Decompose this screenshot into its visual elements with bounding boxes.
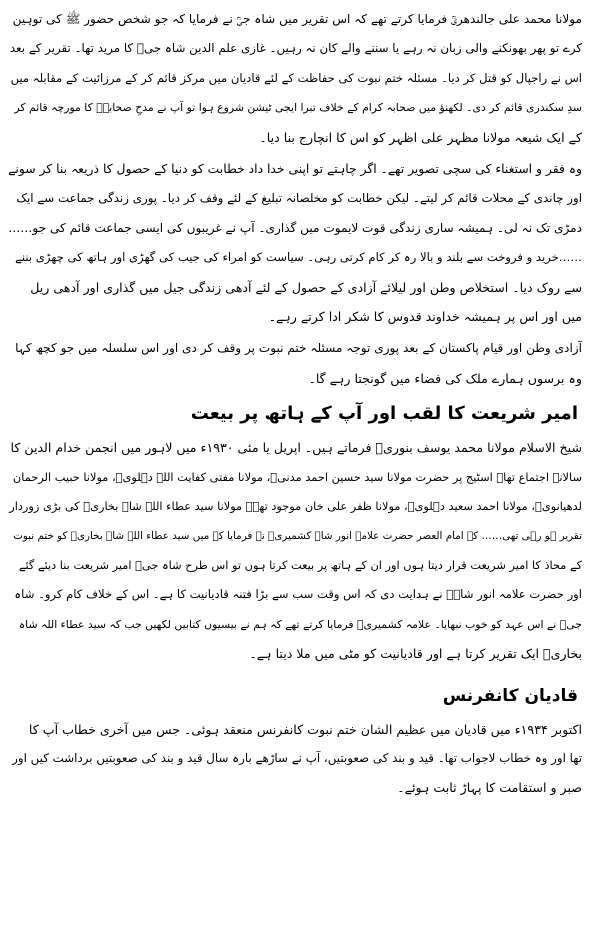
text-line: بخاریؒ ایک تقریر کرتا ہے اور قادیانیت کو مٹی میں ملا دیتا ہے۔	[249, 646, 582, 662]
text-line: سدِ سکندری قائم کر دی۔ لکھنؤ میں صحابہ کرام کے خلاف تبرا ایجی ٹیشن شروع ہوا تو آپ نے مدحِ صحابہؓ کا مورچہ قائم کر	[14, 101, 582, 115]
text-line: اور چاندی کے محلات قائم کر لیتے۔ لیکن خطابت کو مخلصانہ تبلیغ کے لئے وقف کر دیا۔ پوری زندگی جماعت سے ایک	[16, 191, 582, 206]
text-line: مولانا محمد علی جالندھریؒ فرمایا کرتے تھے کہ اس تقریر میں شاہ جیؒ نے فرمایا کہ جو شخص حضور ﷺ کی توہین	[12, 12, 582, 26]
text-line: کے محاذ کا امیر شریعت قرار دیتا ہوں اور ان کے ہاتھ پر بیعت کرتا ہوں تو اس طرح شاہ جیؒ امیر شریعت بنا دیئے گئے	[18, 557, 582, 572]
text-line: وہ فقر و استغناء کی سچی تصویر تھے۔ اگر چاہتے تو اپنی خدا داد خطابت کو دنیا کے حصول کا ذریعہ بنا کر سونے	[8, 162, 582, 177]
paragraph	[8, 715, 582, 803]
text-line: صبر و استقامت کا پہاڑ ثابت ہوئے۔	[397, 780, 582, 796]
text-line: تھا اور وہ خطاب لاجواب تھا۔ قید و بند کی صعوبتیں، آپ نے ساڑھے بارہ سال قید و بند کی صعوبتیں برداشت کیں اور	[12, 750, 582, 765]
text-line: آزادی وطن اور قیام پاکستان کے بعد پوری توجہ مسئلہ ختم نبوت پر وقف کر دی اور اس سلسلہ میں جو کچھ کہا	[15, 341, 582, 356]
text-line: سالانہ اجتماع تھا۔ اسٹیج پر حضرت مولانا سید حسین احمد مدنیؒ، مولانا مفتی کفایت اللہ دہلویؒ، مولانا حبیب الرحمان	[12, 469, 582, 484]
text-line: اس نے راجپال کو قتل کر دیا۔ مسئلہ ختم نبوت کی حفاظت کے لئے قادیان میں مرکز قائم کر کے مرزائیت کے مقابلہ میں	[10, 70, 582, 85]
section-qadian-conference	[8, 715, 582, 803]
section-intro	[8, 5, 582, 393]
paragraph	[8, 334, 582, 393]
text-line: جیؒ نے اس عہد کو خوب نبھایا۔ علامہ کشمیریؒ فرمایا کرتے تھے کہ ہم نے بیسیوں کتابیں لکھیں جب کہ سید عطاء اللہ شاہ	[18, 617, 582, 631]
text-line: سے روک دیا۔ استخلاص وطن اور لیلائے آزادی کے حصول کے لئے آدھی زندگی جیل میں گذاری اور آدھی ریل	[30, 279, 582, 295]
paragraph	[8, 155, 582, 331]
text-line: کرے تو پھر بھونکنے والی زبان نہ رہے یا سننے والے کان نہ رہیں۔ غازی علم الدین شاہ جیؒ کا مرید تھا۔ تقریر کے بعد	[9, 41, 582, 56]
text-line: اور حضرت علامہ انور شاہؒ نے ہدایت دی کہ اس وقت سب سے بڑا فتنہ قادیانیت کا ہے۔ اس کے خلاف کام کرو۔ شاہ	[14, 587, 582, 602]
paragraph	[8, 5, 582, 152]
text-line: میں اور اس پر ہمیشہ خداوند قدوس کا شکر ادا کرتے رہے۔	[268, 309, 582, 325]
text-line: شیخ الاسلام مولانا محمد یوسف بنوریؒ فرماتے ہیں۔ اپریل یا مئی ۱۹۳۰ء میں لاہور میں انجمن خدام الدین کا	[10, 440, 582, 456]
section-heading: امیر شریعت کا لقب اور آپ کے ہاتھ پر بیعت	[190, 403, 578, 425]
text-line: تقریر ہو رہی تھی…… کہ امام العصر حضرت علامہ انور شاہ کشمیریؒ نے فرمایا کہ میں سید عطاء اللہ شاہ بخاریؒ کو ختم نبوت	[13, 529, 582, 542]
text-line: کے ایک شیعہ مولانا مظہر علی اظہر کو اس کا انچارج بنا دیا۔	[259, 129, 582, 145]
text-line: اکتوبر ۱۹۳۴ء میں قادیان میں عظیم الشان ختم نبوت کانفرنس منعقد ہوئی۔ جس میں آخری خطاب آپ کا	[28, 721, 582, 737]
section-heading: قادیان کانفرنس	[442, 685, 578, 706]
text-line: ……خرید و فروخت سے بلند و بالا رہ کر کام کرتی رہی۔ سیاست کو امراء کی جیب کی گھڑی اور ہاتھ کی چھڑی بننے	[15, 250, 582, 265]
section-ameer-e-shariat	[8, 433, 582, 668]
text-line: وہ برسوں ہمارے ملک کی فضاء میں گونجتا رہے گا۔	[308, 370, 582, 386]
text-line: دمڑی تک نہ لی۔ ہمیشہ ساری زندگی قوت لایموت میں گذاری۔ آپ نے غریبوں کی ایسی جماعت قائم کی جو……	[8, 220, 582, 235]
paragraph	[8, 433, 582, 668]
text-line: لدھیانویؒ، مولانا احمد سعید دہلویؒ، مولانا ظفر علی خان موجود تھے۔ مولانا سید عطاء اللہ شاہ بخاریؒ کی بڑی زوردار	[9, 499, 582, 514]
